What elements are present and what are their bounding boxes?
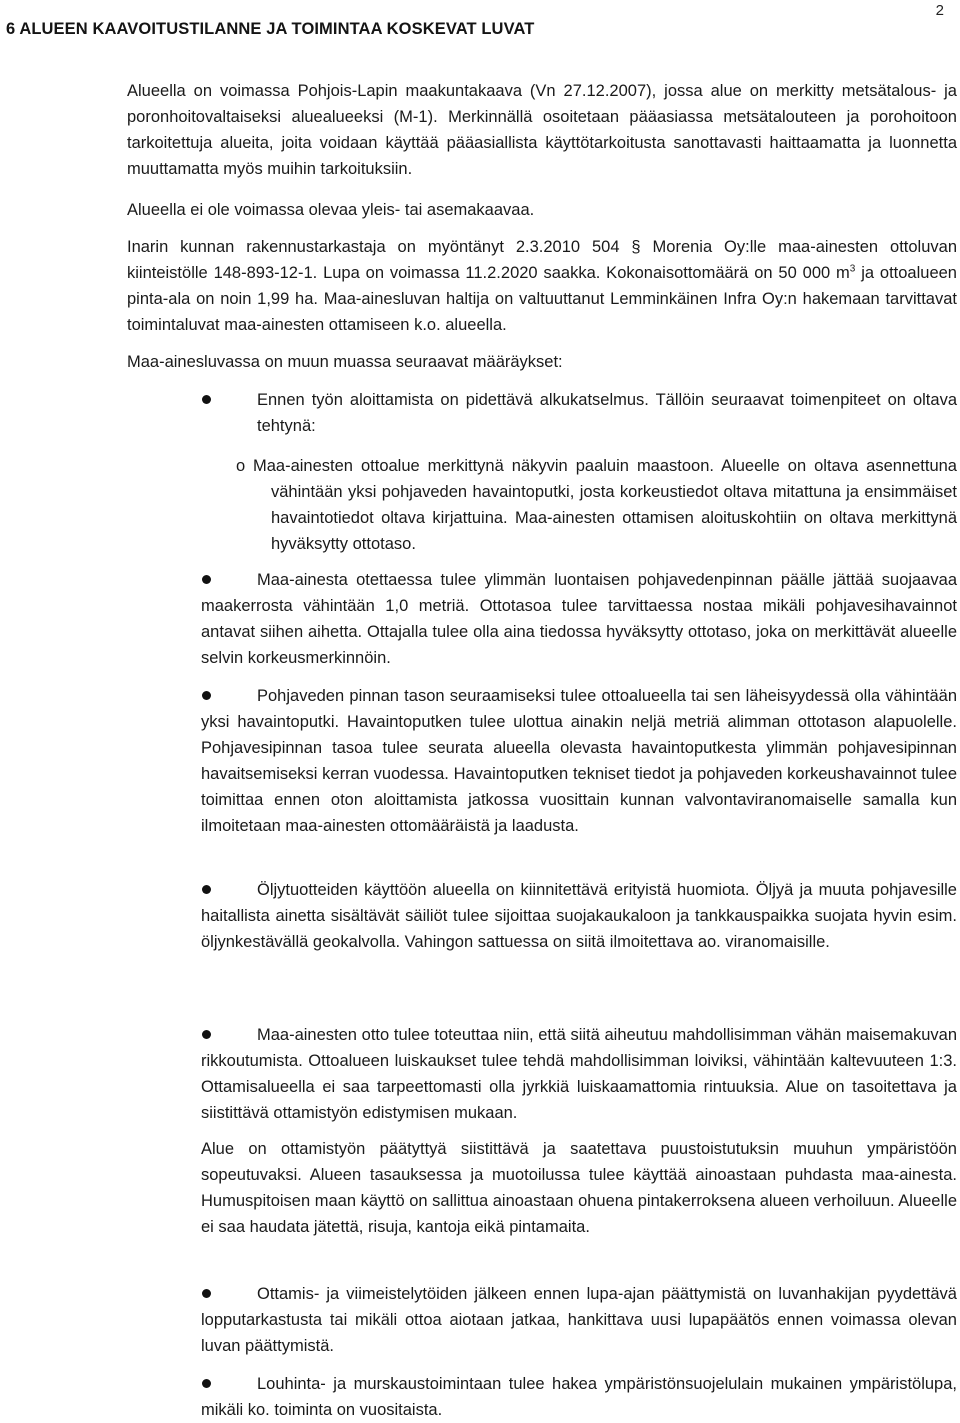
bullet-item-inspection: Ennen työn aloittamista on pidettävä alkukatselmus. Tällöin seuraavat toimenpiteet on oltava tehtynä: — [257, 391, 957, 435]
bullet-item-protective-layer: Maa-ainesta otettaessa tulee ylimmän luontaisen pohjavedenpinnan päälle jättää suojaavaa maakerrosta vähintään 1,0 metriä. Ottotasoa tulee tarvittaessa nostaa mikäli pohjavesihavainnot antavat siihen aihetta. Ottajalla tulee olla aina tiedossa hyväksytty ottotaso, joka on merkittävät alueelle selvin korkeusmerkinnöin. — [201, 571, 957, 667]
bullet-item-final-inspection: Ottamis- ja viimeistelytöiden jälkeen ennen lupa-ajan päättymistä on luvanhakijan pyydettävä lopputarkastusta tai mikäli ottoa aiotaan jatkaa, hankittava uusi lupapäätös ennen voimassa olevan luvan päättymistä. — [201, 1285, 957, 1355]
paragraph-zoning: Alueella on voimassa Pohjois-Lapin maakuntakaava (Vn 27.12.2007), jossa alue on merkitty metsätalous- ja poronhoitovaltaiseksi aluealueeksi (M-1). Merkinnällä osoitetaan pääasiassa metsätalouteen ja porohoitoon tarkoitettuja alueita, joita voidaan käyttää pääasiallista käyttötarkoitusta sanottavasti haittaamatta ja luonnetta muuttamatta myös muihin tarkoituksiin. — [127, 82, 957, 178]
paragraph-permit — [127, 234, 957, 338]
permit-text-end: ja ottoalueen pinta-ala on noin 1,99 ha. Maa-ainesluvan haltija on valtuuttanut Lemminkäinen Infra Oy:n hakemaan tarvittavat toimintaluvat maa-ainesten ottamiseen k.o. alueella. — [127, 264, 957, 334]
bullet-item-landscape: Maa-ainesten otto tulee toteuttaa niin, että siitä aiheutuu mahdollisimman vähän maisemakuvan rikkoutumista. Ottoalueen luiskaukset tulee tehdä mahdollisimman loiviksi, vähintään kaltevuuteen 1:3. Ottamisalueella ei saa tarpeettomasti olla jyrkkiä luiskaamattomia rintuuksia. Alue on tasoitettava ja siistittävä ottamistyön edistymisen mukaan. — [201, 1026, 957, 1122]
bullet-item-oil-products: Öljytuotteiden käyttöön alueella on kiinnitettävä erityistä huomiota. Öljyä ja muuta pohjavesille haitallista ainetta sisältävät säiliöt tulee sijoittaa suojakaukaloon ja tankkauspaikka suojata hyvin esim. öljynkestävällä geokalvolla. Vahingon sattuessa on siitä ilmoitettava ao. viranomaisille. — [201, 881, 957, 951]
bullet-item-observation-tube: Pohjaveden pinnan tason seuraamiseksi tulee ottoalueella tai sen läheisyydessä olla vähintään yksi havaintoputki. Havaintoputken tulee ulottua ainakin neljä metriä alimman ottotason alapuolelle. Pohjavesipinnan tasoa tulee seurata alueella olevasta havaintoputkesta ylimmän pohjavesipinnan havaitsemiseksi kerran vuodessa. Havaintoputken tekniset tiedot ja pohjaveden korkeushavainnot tulee toimittaa ennen oton aloittamista jatkossa vuosittain kunnan valvontaviranomaiselle samalla kun ilmoitetaan maa-ainesten ottomääräistä ja laadusta. — [201, 687, 957, 835]
bullet-dot — [202, 395, 211, 404]
paragraph-restoration: Alue on ottamistyön päätyttyä siistittävä ja saatettava puustoistutuksin muuhun ympäristöön sopeutuvaksi. Alueen tasauksessa ja muotoilussa tulee käyttää ainoastaan puhdasta maa-ainesta. Humuspitoisen maan käyttö on sallittua ainoastaan ohuena pintakerroksena alueen verhoiluun. Alueelle ei saa haudata jätettä, risuja, kantoja eikä pintamaita. — [201, 1140, 957, 1236]
bullet-dot — [202, 1379, 211, 1388]
sub-bullet-marker: o — [236, 457, 246, 475]
paragraph-no-local-plan: Alueella ei ole voimassa olevaa yleis- tai asemakaavaa. — [127, 201, 535, 219]
paragraph-regulations-intro: Maa-ainesluvassa on muun muassa seuraavat määräykset: — [127, 353, 563, 371]
page-number: 2 — [935, 2, 944, 19]
sub-item-marking: Maa-ainesten ottoalue merkittynä näkyvin paaluin maastoon. Alueelle on oltava asennettuna vähintään yksi pohjaveden havaintoputki, josta korkeustiedot oltava mitattuna ja ensimmäiset havaintotiedot oltava kirjattuina. Maa-ainesten ottamisen aloituskohtiin on oltava merkittynä hyväksytty ottotaso. — [253, 457, 957, 553]
permit-text-start: Inarin kunnan rakennustarkastaja on myöntänyt 2.3.2010 504 § Morenia Oy:lle maa-ainesten ottoluvan kiinteistölle 148-893-12-1. Lupa on voimassa 11.2.2020 saakka. Kokonaisottomäärä on 50 000 m — [127, 238, 957, 282]
bullet-item-environmental-permit: Louhinta- ja murskaustoimintaan tulee hakea ympäristönsuojelulain mukainen ympäristölupa, mikäli ko. toiminta on vuositaista. — [201, 1375, 957, 1419]
section-heading: 6 ALUEEN KAAVOITUSTILANNE JA TOIMINTAA KOSKEVAT LUVAT — [6, 20, 535, 38]
unit-superscript: 3 — [849, 263, 856, 275]
